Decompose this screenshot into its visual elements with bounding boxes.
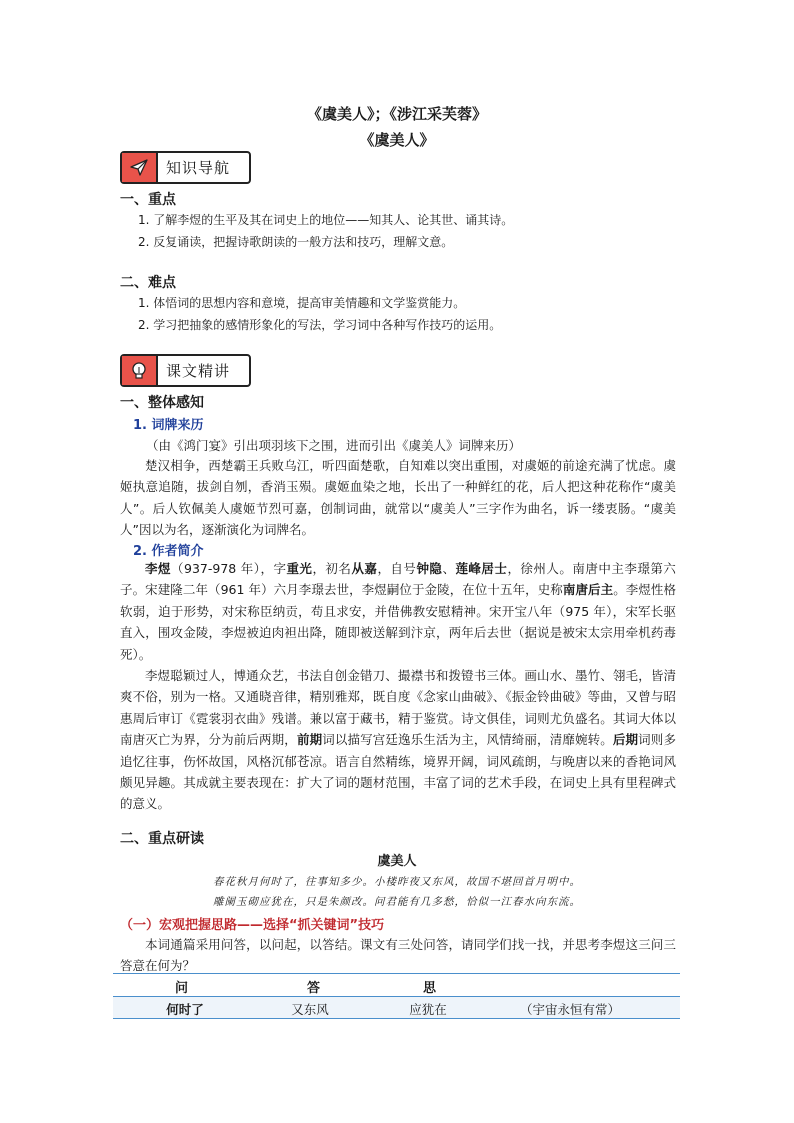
text-run: 。李煜性格软弱，迫于形势，对宋称臣纳贡，苟且求安，并借佛教安慰精神。宋开宝八年（975 年），宋军长驱直入，围攻金陵，李煜被迫肉袒出降，随即被送解到汴京，两年后去世（据说是被宋太宗用牵机药毒死）。 — [120, 582, 676, 662]
table-cell: 何时了 — [166, 1002, 204, 1017]
text-run: 词则多追忆往事，伤怀故国，风格沉郁苍凉。语言自然精练，境界开阔，词风疏朗，与晚唐以来的香艳词风颇见异趣。其成就主要表现在：扩大了词的题材范围，丰富了词的艺术手段，在词史上具有里程碑式的意义。 — [120, 732, 676, 812]
list-item: 2. 反复诵读，把握诗歌朗读的一般方法和技巧，理解文意。 — [138, 235, 454, 249]
text-run: ，初名 — [312, 561, 352, 576]
table-header: 思 — [423, 981, 437, 996]
subheading-author: 2. 作者简介 — [133, 544, 204, 559]
self-title: 钟隐 — [416, 561, 443, 576]
table-bottom-rule — [113, 1018, 680, 1019]
section-heading-key-points: 一、重点 — [120, 192, 176, 208]
document-subtitle: 《虞美人》 — [359, 131, 435, 149]
text-run: 词以描写宫廷逸乐生活为主，风情绮丽，清靡婉转。 — [322, 732, 613, 748]
document-title: 《虞美人》；《涉江采芙蓉》 — [306, 105, 487, 123]
author-paragraph-2 — [120, 665, 676, 815]
lesson-explain-badge — [120, 354, 251, 387]
text-run: 、 — [442, 561, 456, 576]
list-item: 2. 学习把抽象的感情形象化的写法，学习词中各种写作技巧的运用。 — [138, 318, 502, 332]
origin-paragraph: 楚汉相争，西楚霸王兵败乌江，听四面楚歌，自知难以突出重围，对虞姬的前途充满了忧虑。虞姬执意追随，拔剑自刎，香消玉殒。虞姬血染之地，长出了一种鲜红的花，后人把这种花称作“虞美人”。后人钦佩美人虞姬节烈可嘉，创制词曲，就常以“虞美人”三字作为曲名，诉一缕衷肠。“虞美人”因以为名，逐渐演化为词牌名。 — [120, 458, 676, 538]
macro-thinking-heading: （一）宏观把握思路——选择“抓关键词”技巧 — [120, 918, 385, 933]
original-name: 从嘉 — [351, 561, 378, 576]
section-heading-study: 二、重点研读 — [120, 831, 204, 847]
badge-label: 知识导航 — [166, 159, 231, 177]
section-heading-overview: 一、整体感知 — [120, 395, 204, 411]
table-top-rule — [113, 973, 680, 974]
paper-plane-icon — [122, 153, 158, 182]
section-heading-difficulties: 二、难点 — [120, 275, 176, 291]
poem-line: 春花秋月何时了，往事知多少。小楼昨夜又东风，故国不堪回首月明中。 — [213, 876, 581, 888]
lightbulb-icon — [122, 356, 158, 385]
table-header: 答 — [307, 981, 321, 996]
badge-label: 课文精讲 — [166, 362, 231, 380]
poem-title: 虞美人 — [377, 854, 417, 869]
historical-title: 南唐后主 — [562, 582, 614, 598]
text-run: 李煜聪颖过人，博通众艺，书法自创金错刀、撮襟书和拨镫书三体。画山水、墨竹、翎毛，皆清爽不俗，别为一格。又通晓音律，精别雅郑，既自度《念家山曲破》、《振金铃曲破》等曲，又曾与昭惠周后审订《霓裳羽衣曲》残谱。兼以富于藏书，精于鉴赏。诗文俱佳，词则尤负盛名。其词大体以南唐灭亡为界，分为前后两期， — [120, 668, 676, 748]
list-item: 1. 体悟词的思想内容和意境，提高审美情趣和文学鉴赏能力。 — [138, 296, 466, 310]
knowledge-nav-badge — [120, 151, 251, 184]
table-header: 问 — [175, 981, 189, 996]
table-cell: 应犹在 — [409, 1002, 447, 1017]
subheading-ci-origin: 1. 词牌来历 — [133, 418, 204, 433]
author-paragraph-1 — [120, 558, 676, 665]
text-run: ，自号 — [377, 561, 417, 576]
table-cell: （宇宙永恒有常） — [519, 1002, 620, 1017]
origin-note: （由《鸿门宴》引出项羽垓下之围，进而引出《虞美人》词牌来历） — [146, 438, 522, 453]
text-run: ，徐州人。南唐中主李璟第六子。宋建隆二年（961 年）六月李璟去世，李煜嗣位于金陵，在位十五年，史称 — [120, 561, 676, 598]
author-name: 李煜 — [145, 561, 171, 576]
question-intro: 本词通篇采用问答，以问起，以答结。课文有三处问答，请同学们找一找，并思考李煜这三问三答意在何为？ — [120, 937, 676, 974]
self-title: 莲峰居士 — [455, 561, 508, 576]
list-item: 1. 了解李煜的生平及其在词史上的地位——知其人、论其世、诵其诗。 — [138, 213, 514, 227]
text-run: （937-978 年），字 — [171, 561, 287, 576]
table-cell: 又东风 — [291, 1002, 329, 1017]
late-period: 后期 — [612, 732, 639, 748]
courtesy-name: 重光 — [286, 561, 313, 576]
early-period: 前期 — [296, 732, 323, 748]
poem-line: 雕阑玉砌应犹在，只是朱颜改。问君能有几多愁，恰似一江春水向东流。 — [213, 896, 581, 908]
